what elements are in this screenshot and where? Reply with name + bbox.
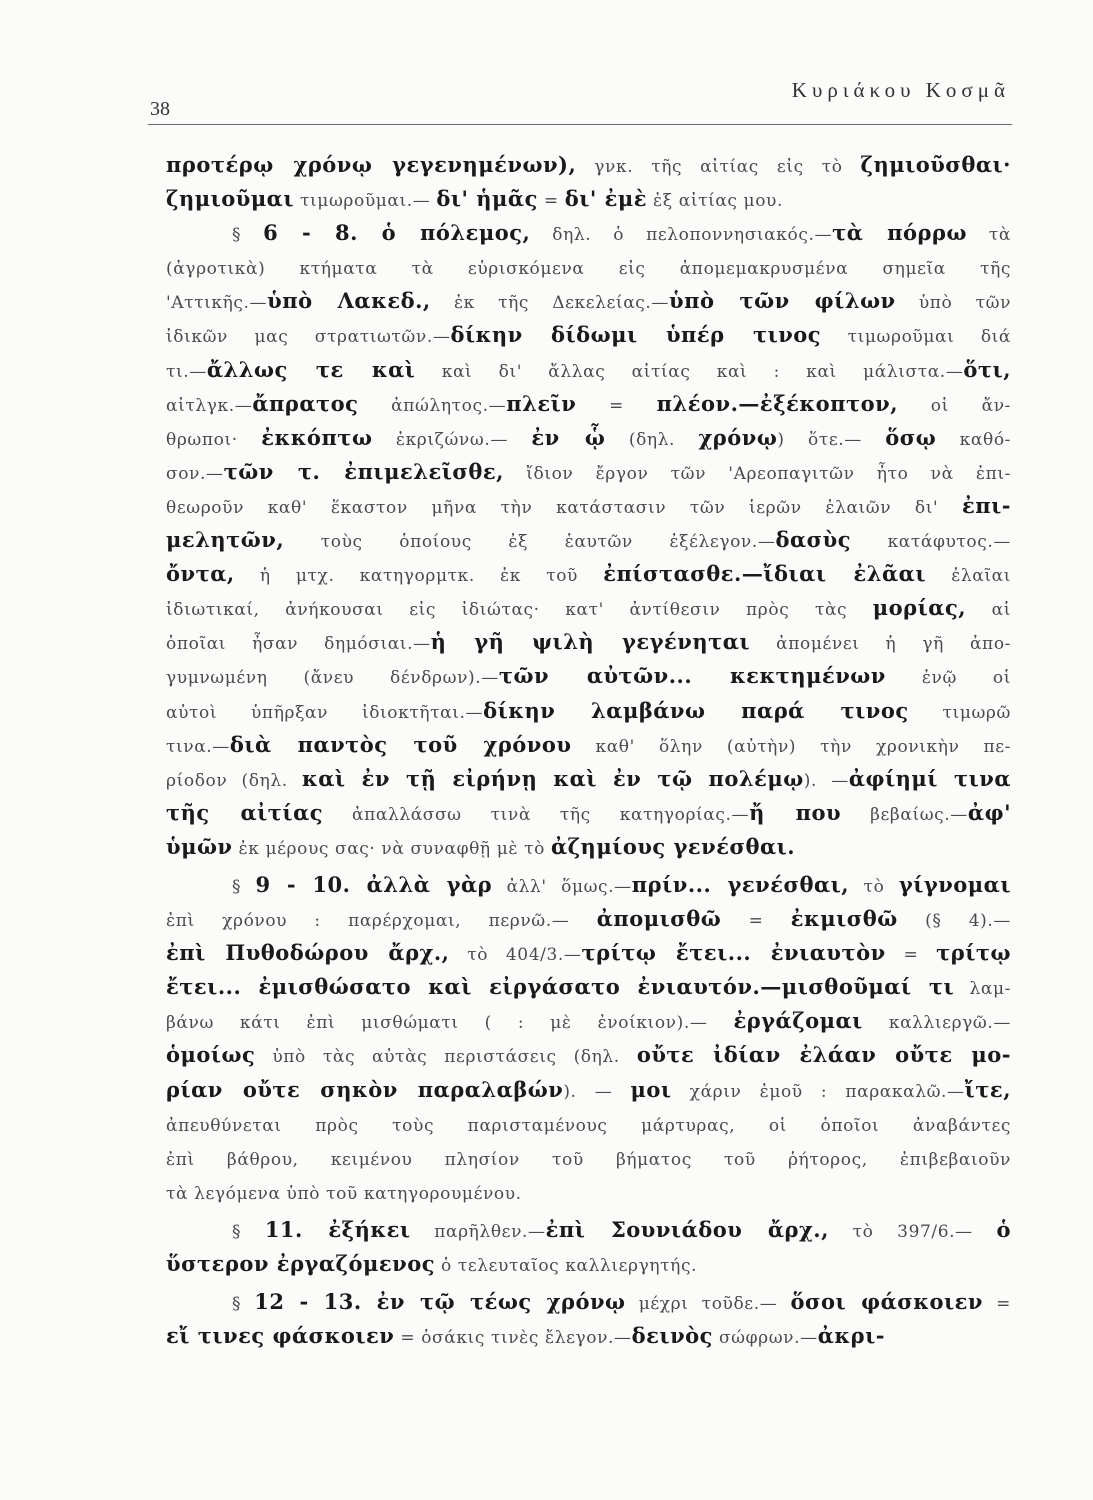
text-line <box>166 353 1011 387</box>
text-line <box>166 694 1011 728</box>
lemma-text: 11. ἐξήκει <box>264 1216 411 1242</box>
lemma-text: ἄπρατος <box>252 390 359 416</box>
gloss-text: ἐπὶ βάθρου, κειμένου πλησίον τοῦ βήματος τοῦ ῥήτορος, ἐπιβεβαιοῦν <box>166 1149 1011 1170</box>
text-line <box>166 796 1011 830</box>
gloss-text: ) ὅτε.— <box>777 429 886 450</box>
lemma-text: ἴτε, <box>964 1076 1011 1102</box>
lemma-text: ζημιοῦσθαι· <box>860 152 1011 177</box>
lemma-text: ὁ <box>996 1216 1011 1242</box>
lemma-text: μελητῶν, <box>166 527 285 553</box>
gloss-text: ὑπὸ τὰς αὐτὰς περιστάσεις (δηλ. <box>255 1047 637 1068</box>
lemma-text: ρίαν οὔτε σηκὸν παραλαβών <box>166 1076 564 1102</box>
text-line <box>166 591 1011 625</box>
gloss-text: τοὺς ὁποίους ἐξ ἑαυτῶν ἐξέλεγον.— <box>284 532 776 553</box>
text-line <box>166 1004 1011 1038</box>
text-line <box>166 868 1011 902</box>
lemma-text: ἐν ᾧ <box>531 424 606 450</box>
gloss-text: (ἀγροτικὰ) κτήματα τὰ εὑρισκόμενα εἰς ἀπομεμακρυσμένα σημεῖα τῆς <box>166 259 1011 280</box>
lemma-text: ὁμοίως <box>166 1042 256 1068</box>
text-line <box>166 421 1011 455</box>
lemma-text: τῶν αὐτῶν... κεκτημένων <box>498 663 886 689</box>
gloss-text: σώφρων.— <box>712 1328 818 1349</box>
gloss-text: σον.— <box>166 463 224 484</box>
lemma-text: ἀφίημί τινα <box>848 765 1011 791</box>
lemma-text: εἴ τινες φάσκοιεν <box>166 1323 395 1349</box>
gloss-text: ἀπομένει ἡ γῆ ἀπο- <box>750 634 1011 655</box>
text-line <box>166 557 1011 591</box>
gloss-text: = ὁσάκις τινὲς ἔλεγον.— <box>394 1328 632 1349</box>
gloss-text: τι.— <box>166 361 207 382</box>
text-line <box>166 659 1011 693</box>
lemma-text: ἐκμισθῶ <box>790 906 898 932</box>
gloss-text: ἐνῷ οἱ <box>885 668 1011 689</box>
lemma-text: ἡ γῆ ψιλὴ γεγένηται <box>430 629 751 655</box>
gloss-text: τὰ λεγόμενα ὑπὸ τοῦ κατηγορουμένου. <box>166 1183 522 1204</box>
lemma-text: ζημιοῦμαι <box>166 186 295 212</box>
text-line <box>166 902 1011 936</box>
lemma-text: δασὺς <box>775 527 851 553</box>
lemma-text: μορίας, <box>872 595 967 621</box>
text-line <box>166 625 1011 659</box>
lemma-text: ἐπὶ Σουνιάδου ἄρχ., <box>545 1216 829 1242</box>
text-line <box>166 250 1011 284</box>
text-line <box>166 284 1011 318</box>
gloss-text: τιμωρῶ <box>908 702 1011 723</box>
text-line <box>166 1247 1011 1281</box>
text-line <box>166 148 1011 182</box>
gloss-text: ). — <box>563 1081 631 1102</box>
page-header <box>150 78 1010 118</box>
lemma-text: 9 - 10. ἀλλὰ γὰρ <box>255 871 493 897</box>
gloss-text: § <box>232 225 264 246</box>
page-number: 38 <box>150 98 170 120</box>
gloss-text: αἱ <box>966 600 1011 621</box>
lemma-text: ἀπομισθῶ <box>596 906 722 932</box>
text-line <box>166 1141 1011 1175</box>
lemma-text: μοι <box>630 1076 672 1102</box>
gloss-text: ). — <box>803 770 849 791</box>
gloss-text: ἐξ αἰτίας μου. <box>647 191 783 212</box>
text-line <box>166 182 1011 216</box>
text-line <box>166 1319 1011 1353</box>
gloss-text: = <box>576 395 657 416</box>
text-line <box>166 216 1011 250</box>
gloss-text: μέχρι τοῦδε.— <box>625 1294 791 1315</box>
lemma-text: δίκην δίδωμι ὑπέρ τινος <box>450 322 822 348</box>
gloss-text: τινα.— <box>166 736 230 757</box>
gloss-text: = <box>537 191 565 212</box>
text-line <box>166 489 1011 523</box>
text-line <box>166 1213 1011 1247</box>
lemma-text: πλέον.—ἐξέκοπτον, <box>656 390 899 416</box>
text-line <box>166 1285 1011 1319</box>
lemma-text: τῆς αἰτίας <box>166 799 324 825</box>
gloss-text: 'Αττικῆς.— <box>166 293 268 314</box>
text-line <box>166 455 1011 489</box>
gloss-text: ἐπὶ χρόνου : παρέρχομαι, περνῶ.— <box>166 911 597 932</box>
gloss-text: ἴδιον ἔργον τῶν 'Αρεοπαγιτῶν ἦτο νὰ ἐπι- <box>503 463 1011 484</box>
text-line <box>166 970 1011 1004</box>
gloss-text: ὁ τελευταῖος καλλιεργητής. <box>435 1256 698 1276</box>
gloss-text: = <box>885 945 937 966</box>
lemma-text: ὅσοι φάσκοιεν <box>790 1289 983 1315</box>
gloss-text: βάνω κάτι ἐπὶ μισθώματι ( : μὲ ἐνοίκιον).— <box>166 1013 734 1034</box>
text-line <box>166 387 1011 421</box>
gloss-text: § <box>232 1221 265 1242</box>
lemma-text: ὅσῳ <box>885 424 937 450</box>
gloss-text: τὰ <box>966 225 1011 246</box>
gloss-text: τὸ <box>849 876 899 897</box>
gloss-text: (§ 4).— <box>897 911 1011 932</box>
gloss-text: ἰδικῶν μας στρατιωτῶν.— <box>166 327 451 348</box>
gloss-text: ἀπαλλάσσω τινὰ τῆς κατηγορίας.— <box>323 804 750 825</box>
lemma-text: δεινὸς <box>631 1323 713 1349</box>
lemma-text: καὶ ἐν τῇ εἰρήνῃ καὶ ἐν τῷ πολέμῳ <box>301 765 804 791</box>
gloss-text: ἀπώλητος.— <box>358 395 507 416</box>
lemma-text: ὄντα, <box>166 561 235 587</box>
gloss-text: αἰτλγκ.— <box>166 395 253 416</box>
gloss-text: ὑπὸ τῶν <box>895 293 1011 314</box>
gloss-text: βεβαίως.— <box>841 804 968 825</box>
lemma-text: γίγνομαι <box>898 871 1011 897</box>
header-rule <box>148 124 1012 125</box>
gloss-text: ἀλλ' ὅμως.— <box>492 876 632 897</box>
gloss-text: καλλιεργῶ.— <box>862 1013 1011 1034</box>
lemma-text: ὑπὸ τῶν φίλων <box>669 288 896 314</box>
text-line <box>166 318 1011 352</box>
lemma-text: ὑπὸ Λακεδ., <box>267 288 431 314</box>
gloss-text: ἡ μτχ. κατηγορμτκ. ἐκ τοῦ <box>234 566 604 587</box>
commentary-text <box>166 148 1011 1353</box>
gloss-text: θρωποι· <box>166 429 262 450</box>
lemma-text: ἐργάζομαι <box>733 1008 863 1034</box>
gloss-text: ἐλαῖαι <box>926 566 1011 587</box>
gloss-text: τιμωροῦμαι διά <box>821 327 1011 348</box>
lemma-text: ἐπίστασθε.—ἴδιαι ἐλᾶαι <box>603 561 926 587</box>
lemma-text: ἀκρι- <box>817 1323 885 1349</box>
lemma-text: ἀζημίους γενέσθαι. <box>550 833 796 859</box>
text-line <box>166 1175 1011 1209</box>
lemma-text: τρίτῳ <box>936 940 1011 966</box>
lemma-text: χρόνῳ <box>698 424 778 450</box>
lemma-text: προτέρῳ χρόνῳ γεγενημένων), <box>166 152 577 177</box>
gloss-text: = <box>721 911 791 932</box>
text-line <box>166 762 1011 796</box>
gloss-text: ἐκ μέρους σας· νὰ συναφθῇ μὲ τὸ <box>232 838 551 859</box>
text-line <box>166 728 1011 762</box>
lemma-text: ὑμῶν <box>166 833 233 859</box>
gloss-text: = <box>982 1294 1011 1315</box>
gloss-text: ὁποῖαι ἦσαν δημόσιαι.— <box>166 634 431 655</box>
lemma-text: 12 - 13. ἐν τῷ τέως χρόνῳ <box>254 1289 626 1315</box>
lemma-text: ἔτει... ἐμισθώσατο καὶ εἰργάσατο ἐνιαυτόν.—μισθοῦμαί τι <box>166 974 955 1000</box>
gloss-text: (δηλ. <box>605 429 699 450</box>
lemma-text: δι' ἐμὲ <box>564 186 648 212</box>
lemma-text: ὕστερον ἐργαζόμενος <box>166 1251 436 1276</box>
lemma-text: ἐκκόπτω <box>261 424 373 450</box>
lemma-text: δίκην λαμβάνω παρά τινος <box>483 697 909 723</box>
text-line <box>166 523 1011 557</box>
gloss-text: ρίοδον (δηλ. <box>166 770 302 791</box>
gloss-text: ἐκ τῆς Δεκελείας.— <box>430 293 669 314</box>
lemma-text: ἀφ' <box>967 799 1011 825</box>
text-line <box>166 936 1011 970</box>
lemma-text: ἄλλως τε καὶ <box>206 356 416 382</box>
lemma-text: δι' ἡμᾶς <box>436 186 538 212</box>
lemma-text: ἤ που <box>749 799 842 825</box>
gloss-text: λαμ- <box>954 979 1011 1000</box>
gloss-text: ἰδιωτικαί, ἀνήκουσαι εἰς ἰδιώτας· κατ' ἀντίθεσιν πρὸς τὰς <box>166 600 873 621</box>
gloss-text: κατάφυτος.— <box>850 532 1011 553</box>
lemma-text: 6 - 8. ὁ πόλεμος, <box>263 220 531 246</box>
lemma-text: οὔτε ἰδίαν ἐλάαν οὔτε μο- <box>636 1042 1011 1068</box>
gloss-text: καὶ δι' ἄλλας αἰτίας καὶ : καὶ μάλιστα.— <box>415 361 964 382</box>
gloss-text: καθ' ὅλην (αὐτὴν) τὴν χρονικὴν πε- <box>571 736 1011 757</box>
gloss-text: ἀπευθύνεται πρὸς τοὺς παρισταμένους μάρτυρας, οἱ ὁποῖοι ἀναβάντες <box>166 1115 1011 1136</box>
gloss-text: παρῆλθεν.— <box>410 1221 546 1242</box>
gloss-text: αὐτοὶ ὑπῆρξαν ἰδιοκτῆται.— <box>166 702 484 723</box>
gloss-text: § <box>232 876 256 897</box>
gloss-text: γυμνωμένη (ἄνευ δένδρων).— <box>166 668 499 689</box>
gloss-text: τιμωροῦμαι.— <box>294 191 437 212</box>
gloss-text: γνκ. τῆς αἰτίας εἰς τὸ <box>576 157 861 177</box>
lemma-text: ἐπι- <box>961 492 1011 518</box>
gloss-text: καθό- <box>936 429 1011 450</box>
text-line <box>166 830 1011 864</box>
gloss-text: θεωροῦν καθ' ἕκαστον μῆνα τὴν κατάστασιν τῶν ἱερῶν ἐλαιῶν δι' <box>166 497 962 518</box>
lemma-text: ὅτι, <box>963 356 1011 382</box>
gloss-text: δηλ. ὁ πελοποννησιακός.— <box>530 225 833 246</box>
gloss-text: ἐκριζώνω.— <box>372 429 532 450</box>
gloss-text: τὸ 397/6.— <box>828 1221 997 1242</box>
gloss-text: οἱ ἄν- <box>898 395 1011 416</box>
text-line <box>166 1038 1011 1072</box>
running-head: Κυριάκου Κοσμᾶ <box>791 78 1010 102</box>
gloss-text: § <box>232 1294 255 1315</box>
gloss-text: τὸ 404/3.— <box>449 945 582 966</box>
lemma-text: τρίτῳ ἔτει... ἐνιαυτὸν <box>581 940 886 966</box>
lemma-text: πλεῖν <box>506 390 577 416</box>
lemma-text: τὰ πόρρω <box>832 220 967 246</box>
text-line <box>166 1107 1011 1141</box>
lemma-text: πρίν... γενέσθαι, <box>631 871 850 897</box>
gloss-text: χάριν ἐμοῦ : παρακαλῶ.— <box>671 1081 965 1102</box>
text-line <box>166 1073 1011 1107</box>
lemma-text: τῶν τ. ἐπιμελεῖσθε, <box>223 458 504 484</box>
lemma-text: διὰ παντὸς τοῦ χρόνου <box>229 731 572 757</box>
lemma-text: ἐπὶ Πυθοδώρου ἄρχ., <box>166 940 450 966</box>
